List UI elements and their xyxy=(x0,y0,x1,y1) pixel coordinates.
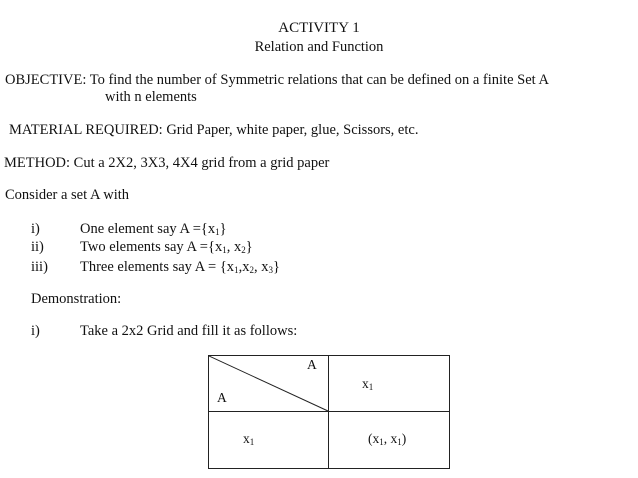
consider-text: Consider a set A with xyxy=(5,187,130,203)
grid-column-header: $x_1$ xyxy=(362,376,374,392)
case-1-text: One element say $A =\{x_1\}$ xyxy=(80,221,227,237)
grid-cell-pair: ($x_1$, $x_1$) xyxy=(368,431,407,447)
grid-vertical-divider xyxy=(328,356,329,468)
case-1-number: i) xyxy=(31,221,40,237)
activity-subtitle: Relation and Function xyxy=(254,39,384,55)
objective-line-1: OBJECTIVE: To find the number of Symmetric relations that can be defined on a finite Set A xyxy=(5,72,549,88)
grid-left-label: A xyxy=(217,390,227,405)
grid-row-header: $x_1$ xyxy=(243,431,255,447)
case-3-number: iii) xyxy=(31,259,48,275)
objective-line-2: with n elements xyxy=(105,89,197,105)
grid-horizontal-divider xyxy=(209,411,449,412)
material-required: MATERIAL REQUIRED: Grid Paper, white paper, glue, Scissors, etc. xyxy=(9,122,419,138)
demonstration-heading: Demonstration: xyxy=(31,291,122,307)
step-1-number: i) xyxy=(31,323,40,339)
case-3-text: Three elements say $A = \{x_1,x_2$, $x_3$} xyxy=(80,259,280,275)
step-1-text: Take a 2x2 Grid and fill it as follows: xyxy=(80,323,298,339)
case-2-number: ii) xyxy=(31,239,44,255)
case-2-text: Two elements say $A =\{x_1$, $x_2$} xyxy=(80,239,253,255)
method: METHOD: Cut a 2X2, 3X3, 4X4 grid from a grid paper xyxy=(4,155,330,171)
relation-grid xyxy=(208,355,450,469)
activity-title: ACTIVITY 1 xyxy=(278,20,360,36)
grid-top-label: A xyxy=(307,357,317,372)
